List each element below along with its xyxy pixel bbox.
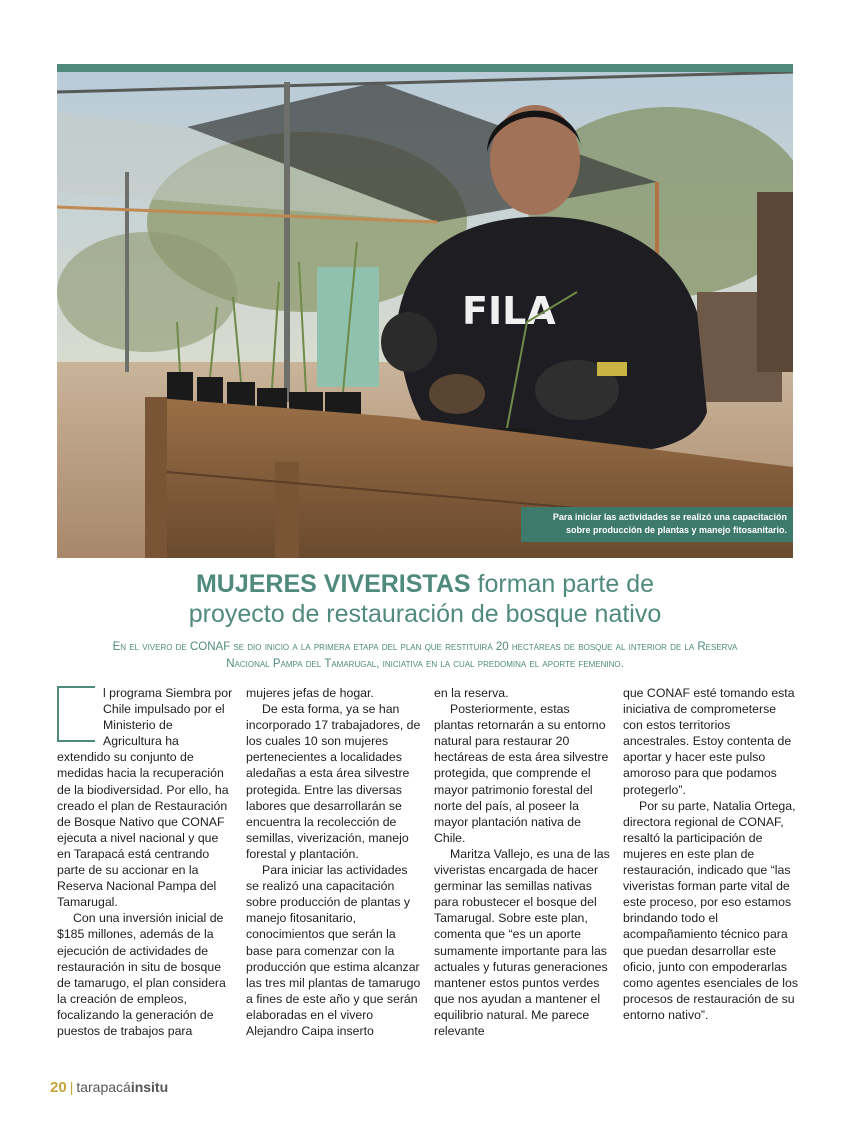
shirt-logo: FILA (462, 289, 556, 333)
article-paragraph: Posteriormente, estas plantas retornarán a su entorno natural para restaurar 20 hectáreas de esta área silvestre protegida, que comprende el mayor patrimonio forestal del norte del país, al poseer la mayor plantación nativa de Chile. (434, 702, 609, 845)
article-headline (0, 569, 850, 629)
caption-line-2: sobre producción de plantas y manejo fitosanitario. (565, 525, 787, 535)
article-paragraph: Por su parte, Natalia Ortega, directora regional de CONAF, resaltó la participación de mujeres en este plan de restauración, indicado que “las viveristas forman parte vital de este proceso, por eso estamos brindando todo el acompañamiento técnico para que puedan desarrollar este oficio, junto con empoderarlas como agentes esenciales de los procesos de restauración de su entorno nativo”. (623, 798, 798, 1022)
footer-separator: | (69, 1079, 74, 1095)
lede-line-2: Nacional Pampa del Tamarugal, iniciativa en la cual predomina el aporte femenino. (226, 657, 624, 670)
nursery-scene (57, 72, 793, 558)
headline-rest: forman parte de (470, 570, 655, 598)
drop-cap-frame (57, 686, 95, 742)
article-paragraph: Para iniciar las actividades se realizó una capacitación sobre producción de plantas y manejo fitosanitario, conocimientos que serán la base para comenzar con la producción que estima alcanzar las tres mil plantas de tamarugo a fines de este año y que serán elaboradas en el vivero Alejandro Caipa inserto (246, 863, 421, 1038)
article-photo (57, 72, 793, 558)
caption-line-1: Para iniciar las actividades se realizó una capacitación (552, 512, 787, 522)
lede-line-1: En el vivero de CONAF se dio inicio a la primera etapa del plan que restituirá 20 hectáreas de bosque al interior de la Reserva (112, 641, 738, 653)
article-paragraph: que CONAF esté tomando esta iniciativa de comprometerse con estos territorios ancestrales. Estoy contenta de aportar y hacer este pulso amoroso para que podamos protegerlo”. (623, 686, 795, 797)
article-paragraph: Maritza Vallejo, es una de las viveristas encargada de hacer germinar las semillas nativas para robustecer el bosque del Tamarugal. Sobre este plan, comenta que “es un aporte sumamente importante para las actuales y futuras generaciones mantener estos puntos verdes que nos ayudan a mantener el equilibrio natural. Me parece relevante (434, 846, 610, 1038)
page-number: 20 (50, 1079, 67, 1096)
article-paragraph: l programa Siembra por Chile impulsado por el Ministerio de Agricultura ha extendido su conjunto de medidas hacia la recuperación de la biodiversidad. Por ello, ha creado el plan de Restauración de Bosque Nativo que CONAF ejecuta a nivel nacional y que en Tarapacá está centrando parte de su accionar en la Reserva Nacional Pampa del Tamarugal. (57, 686, 233, 910)
article-column-1 (57, 685, 233, 1039)
top-accent-bar (57, 64, 793, 72)
article-lede (60, 639, 790, 672)
photo-caption (521, 507, 793, 542)
article-column-4 (623, 685, 799, 1023)
article-paragraph: Con una inversión inicial de $185 millones, además de la ejecución de actividades de restauración in situ de bosque de tamarugo, el plan considera la creación de empleos, focalizando la generación de puestos de trabajos para (57, 911, 226, 1038)
headline-line-2: proyecto de restauración de bosque nativo (188, 600, 662, 628)
article-column-3 (434, 685, 610, 1039)
page-footer (50, 1079, 168, 1096)
magazine-name-bold: insitu (130, 1079, 169, 1095)
article-paragraph: De esta forma, ya se han incorporado 17 trabajadores, de los cuales 10 son mujeres pertenecientes a localidades aledañas a esta área silvestre protegida. Entre las diversas labores que desarrollarán se encuentra la recolección de semillas, viverización, manejo forestal y plantación. (246, 702, 421, 861)
article-paragraph: mujeres jefas de hogar. (246, 686, 374, 700)
headline-line-1 (0, 569, 850, 599)
article-paragraph: en la reserva. (434, 686, 509, 700)
magazine-name-regular: tarapacá (76, 1079, 131, 1095)
article-column-2 (246, 685, 422, 1039)
article-body (57, 685, 798, 1045)
headline-strong: MUJERES VIVERISTAS (195, 570, 471, 598)
